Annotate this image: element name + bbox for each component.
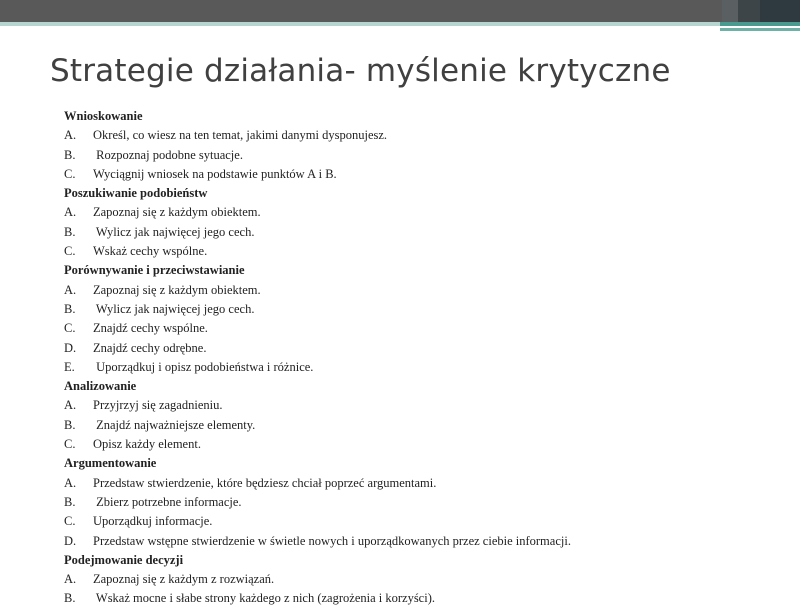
list-item: [64, 146, 784, 165]
list-item: [64, 570, 784, 589]
list-item-text: Wylicz jak najwięcej jego cech.: [93, 301, 255, 316]
accent-strip: [720, 22, 800, 26]
list-item-text: Zapoznaj się z każdym z rozwiązań.: [93, 572, 275, 587]
list-item-text: Znajdź cechy odrębne.: [93, 340, 207, 355]
list-item-letter: A.: [64, 572, 77, 587]
list-item: [64, 532, 784, 551]
list-item-text: Zapoznaj się z każdym obiektem.: [93, 205, 261, 220]
list-item: [64, 300, 784, 319]
list-item-letter: B.: [64, 591, 76, 606]
list-item-letter: A.: [64, 128, 77, 143]
list-item-letter: A.: [64, 398, 77, 413]
list-item-letter: C.: [64, 166, 76, 181]
list-item-letter: C.: [64, 437, 76, 452]
header-block-dark: [760, 0, 800, 22]
list-item-text: Rozpoznaj podobne sytuacje.: [93, 147, 243, 162]
list-item: [64, 396, 784, 415]
list-item: [64, 339, 784, 358]
list-item-text: Znajdź najważniejsze elementy.: [93, 417, 256, 432]
list-item: [64, 203, 784, 222]
list-item: [64, 435, 784, 454]
slide-title: Strategie działania- myślenie krytyczne: [50, 53, 671, 89]
header-band: [0, 0, 800, 22]
header-block-light: [722, 0, 738, 22]
section-heading: Podejmowanie decyzji: [64, 552, 184, 567]
list-item-text: Zapoznaj się z każdym obiektem.: [93, 282, 261, 297]
list-item: [64, 512, 784, 531]
list-item-letter: A.: [64, 282, 77, 297]
divider: [0, 26, 720, 28]
list-item-letter: B.: [64, 301, 76, 316]
list-item: [64, 474, 784, 493]
list-item: [64, 242, 784, 261]
list-item-letter: C.: [64, 514, 76, 529]
list-item-letter: D.: [64, 533, 77, 548]
list-item-text: Wskaż cechy wspólne.: [93, 244, 208, 259]
slide-content: [64, 107, 784, 609]
list-item-text: Określ, co wiesz na ten temat, jakimi danymi dysponujesz.: [93, 128, 388, 143]
section-heading: Analizowanie: [64, 379, 137, 394]
list-item-letter: A.: [64, 205, 77, 220]
list-item: [64, 416, 784, 435]
list-item: [64, 589, 784, 608]
list-item-text: Uporządkuj informacje.: [93, 514, 213, 529]
list-item: [64, 493, 784, 512]
list-item-letter: C.: [64, 244, 76, 259]
section-heading: Porównywanie i przeciwstawianie: [64, 263, 245, 278]
list-item-text: Zbierz potrzebne informacje.: [93, 494, 242, 509]
section-heading: Wnioskowanie: [64, 109, 143, 123]
list-item: [64, 223, 784, 242]
list-item-letter: E.: [64, 359, 75, 374]
list-item-text: Przedstaw wstępne stwierdzenie w świetle nowych i uporządkowanych przez ciebie informacji.: [93, 533, 571, 548]
list-item-letter: A.: [64, 475, 77, 490]
list-item: [64, 358, 784, 377]
list-item-letter: D.: [64, 340, 77, 355]
list-item-text: Wskaż mocne i słabe strony każdego z nich (zagrożenia i korzyści).: [93, 591, 435, 606]
list-item-text: Opisz każdy element.: [93, 437, 201, 452]
list-item-letter: B.: [64, 147, 76, 162]
list-item: [64, 281, 784, 300]
list-item-letter: B.: [64, 494, 76, 509]
list-item-text: Znajdź cechy wspólne.: [93, 321, 208, 336]
list-item-text: Wylicz jak najwięcej jego cech.: [93, 224, 255, 239]
list-item-text: Uporządkuj i opisz podobieństwa i różnice.: [93, 359, 314, 374]
list-item-letter: C.: [64, 321, 76, 336]
list-item-text: Przyjrzyj się zagadnieniu.: [93, 398, 223, 413]
accent-line: [720, 28, 800, 31]
list-item-text: Wyciągnij wniosek na podstawie punktów A i B.: [93, 166, 337, 181]
list-item-letter: B.: [64, 224, 76, 239]
list-item-text: Przedstaw stwierdzenie, które będziesz chciał poprzeć argumentami.: [93, 475, 437, 490]
list-item: [64, 165, 784, 184]
list-item: [64, 319, 784, 338]
section-heading: Poszukiwanie podobieństw: [64, 186, 208, 201]
list-item: [64, 126, 784, 145]
section-heading: Argumentowanie: [64, 456, 157, 471]
list-item-letter: B.: [64, 417, 76, 432]
header-block-mid: [738, 0, 760, 22]
